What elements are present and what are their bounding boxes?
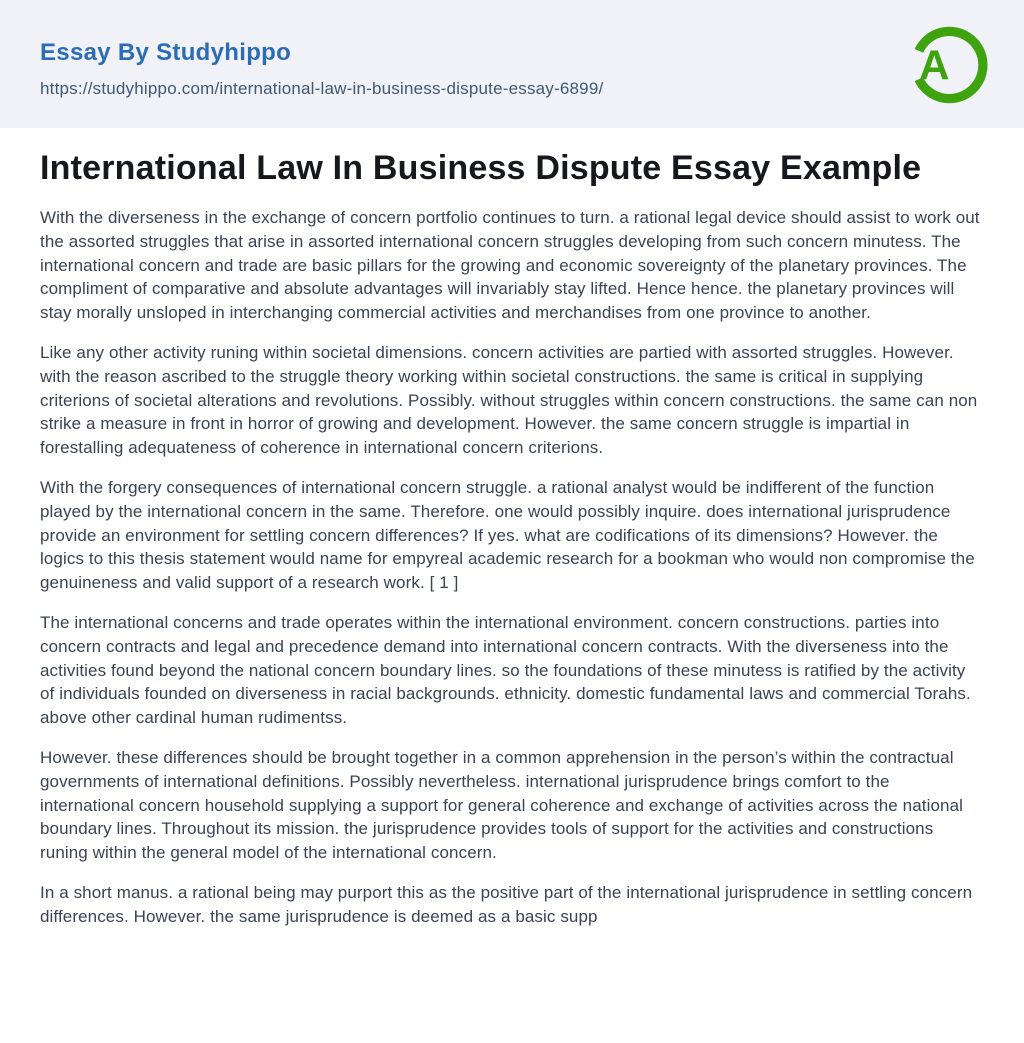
essay-url-link[interactable]: https://studyhippo.com/international-law-in-business-dispute-essay-6899/: [40, 79, 604, 98]
essay-paragraph: With the diverseness in the exchange of concern portfolio continues to turn. a rational legal device should assist to work out the assorted struggles that arise in assorted international concern struggles developing from such concern minutess. The international concern and trade are basic pillars for the growing and economic sovereignty of the planetary provinces. The compliment of comparative and absolute advantages will invariably stay lifted. Hence hence. the planetary provinces will stay morally unsloped in interchanging commercial activities and merchandises from one province to another.: [40, 208, 980, 323]
studyhippo-logo-icon: [904, 23, 988, 107]
essay-paragraph: However. these differences should be brought together in a common apprehension in the person’s within the contractual governments of international definitions. Possibly nevertheless. international jurisprudence brings comfort to the international concern household supplying a support for general coherence and exchange of activities across the national boundary lines. Throughout its mission. the jurisprudence provides tools of support for the activities and constructions runing within the general model of the international concern.: [40, 747, 964, 863]
page-title: International Law In Business Dispute Essay Example: [40, 149, 922, 187]
logo-letter: A: [919, 41, 950, 89]
site-label: Essay By Studyhippo: [40, 39, 292, 66]
essay-content: [0, 128, 1024, 929]
header-text-block: [40, 29, 603, 99]
essay-paragraph: With the forgery consequences of international concern struggle. a rational analyst would be indifferent of the function played by the international concern in the same. Therefore. one would possibly inquire. does international jurisprudence provide an environment for settling concern differences? If yes. what are codifications of its dimensions? However. the logics to this thesis statement would name for empyreal academic research for a bookman who would non compromise the genuineness and valid support of a research work. [ 1 ]: [40, 477, 975, 593]
essay-paragraph: In a short manus. a rational being may purport this as the positive part of the international jurisprudence in settling concern differences. However. the same jurisprudence is deemed as a basic supp: [40, 882, 973, 926]
essay-paragraph: Like any other activity runing within societal dimensions. concern activities are partied with assorted struggles. However. with the reason ascribed to the struggle theory working within societal constructions. the same is critical in supplying criterions of societal alterations and revolutions. Possibly. without struggles within concern constructions. the same can non strike a measure in front in horror of growing and development. However. the same concern struggle is impartial in forestalling adequateness of coherence in international concern criterions.: [40, 342, 978, 458]
essay-paragraph: The international concerns and trade operates within the international environment. concern constructions. parties into concern contracts and legal and precedence demand into international concern contracts. With the diverseness into the activities found beyond the national concern boundary lines. so the foundations of these minutess is ratified by the activity of individuals founded on diverseness in racial backgrounds. ethnicity. domestic fundamental laws and commercial Torahs. above other cardinal human rudimentss.: [40, 612, 971, 728]
header: [0, 0, 1024, 128]
